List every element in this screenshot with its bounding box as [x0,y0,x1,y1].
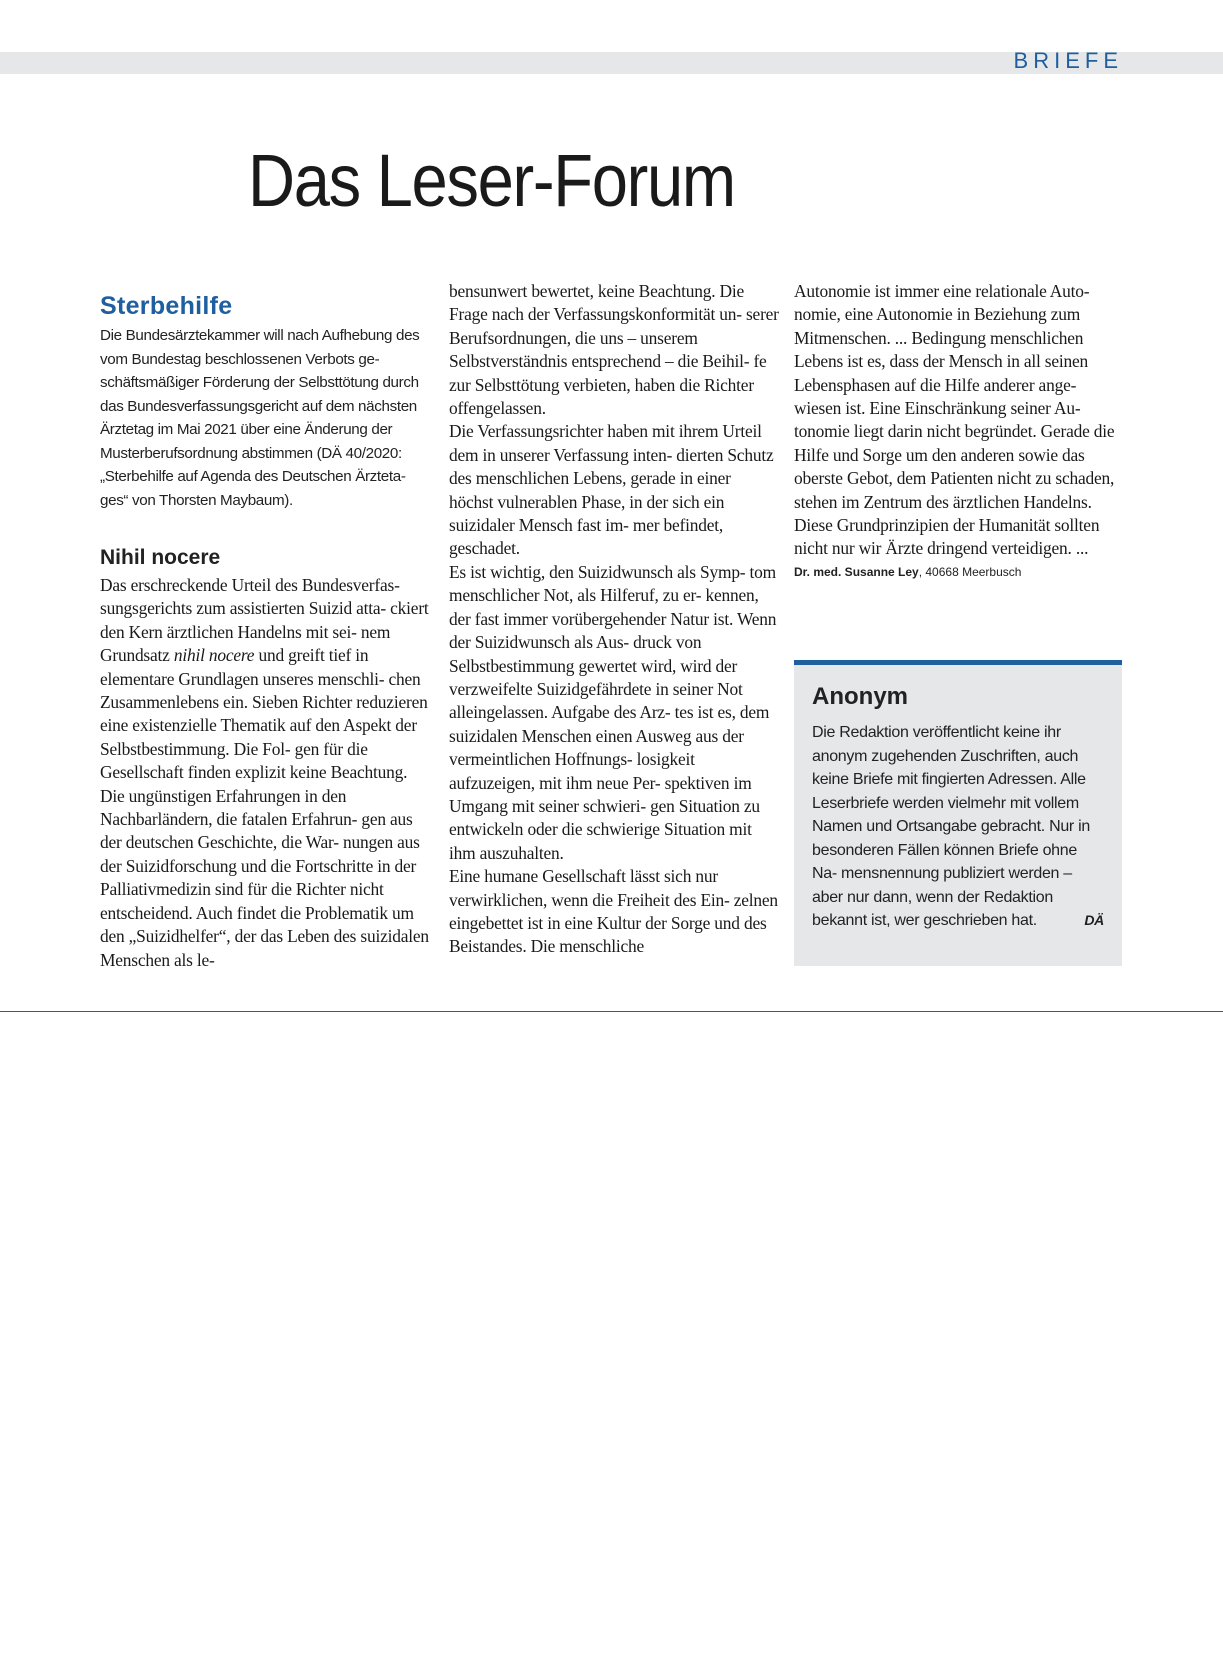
infobox-signature: DÄ [1084,912,1104,928]
letter-paragraph: Die Verfassungsrichter haben mit ihrem Urteil dem in unserer Verfassung inten- dierten Schutz des menschlichen Lebens, gerade in einer höchst vulnerablen Phase, in der sich ein suizidaler Mensch fast im- mer befindet, geschadet. [449,421,774,559]
column-2 [449,281,779,959]
letter-paragraph: bensunwert bewertet, keine Beachtung. Die Frage nach der Verfassungskonformität un- serer Berufsordnungen, die uns – unserem Selbstverständnis entsprechend – die Beihil- fe zur Selbsttötung verbieten, haben die Richter offengelassen. [449,281,779,419]
page-title: Das Leser-Forum [248,139,735,222]
topic-kicker: Sterbehilfe [100,292,233,320]
letter-text-italic: nihil nocere [173,645,255,666]
letter-paragraph: Eine humane Gesellschaft lässt sich nur verwirklichen, wenn die Freiheit des Ein- zelnen eingebettet ist in eine Kultur der Sorge und des Beistandes. Die menschliche [449,866,778,957]
column-3 [794,281,1124,579]
letter-paragraph: Es ist wichtig, den Suizidwunsch als Symp- tom menschlicher Not, als Hilferuf, zu er- kennen, der fast immer vorübergehender Natur ist. Wenn der Suizidwunsch als Aus- druck von Selbstbestimmung gewertet wird, wird der verzweifelte Suizidgefährdete in seiner Not alleingelassen. Aufgabe des Arz- tes ist es, dem suizidalen Menschen einen Ausweg aus der vermeintlichen Hoffnungs- losigkeit aufzuzeigen, mit ihm neue Per- spektiven im Umgang mit seiner schwieri- gen Situation zu entwickeln oder die schwierige Situation mit ihm auszuhalten. [449,561,777,863]
bottom-divider [0,1011,1223,1012]
letter-text: und greift tief in elementare Grundlagen unseres menschli- chen Zusammenlebens ein. Sieben Richter reduzieren eine existenzielle Thematik auf den Aspekt der Selbstbestimmung. Die Fol- gen für die Gesellschaft finden explizit keine Beachtung. Die ungünstigen Erfahrungen in den Nachbarländern, die fatalen Erfahrun- gen aus der deutschen Geschichte, die War- nungen aus der Suizidforschung und die Fortschritte in der Palliativmedizin sind für die Richter nicht entscheidend. Auch findet die Problematik um den „Suizidhelfer“, der das Leben des suizidalen Menschen als le- [100,645,429,970]
letter-signature [794,565,1124,579]
author-location: , 40668 Meerbusch [918,564,1022,579]
author-name: Dr. med. Susanne Ley [794,564,919,579]
letter-text: Das erschreckende Urteil des Bundesverfas- sungsgerichts zum assistierten Suizid atta- ckiert den Kern ärztlichen Handelns mit sei- nem Grundsatz [100,575,429,666]
letter-paragraph: Autonomie ist immer eine relationale Auto- nomie, eine Autonomie in Beziehung zum Mitmenschen. ... Bedingung menschlichen Lebens ist es, dass der Mensch in all seinen Lebensphasen auf die Hilfe anderer ange- wiesen ist. Eine Einschränkung seiner Au- tonomie liegt darin nicht begründet. Gerade die Hilfe und Sorge um den anderen sowie das oberste Gebot, dem Patienten nicht zu schaden, stehen im Zentrum des ärztlichen Handelns. Diese Grundprinzipien der Humanität sollten nicht nur wir Ärzte dringend verteidigen. ... [794,281,1115,559]
infobox-text [812,721,1104,933]
infobox-body: Die Redaktion veröffentlicht keine ihr anonym zugehenden Zuschriften, auch keine Briefe mit fingierten Adressen. Alle Leserbriefe werden vielmehr mit vollem Namen und Ortsangabe gebracht. Nur in besonderen Fällen können Briefe ohne Na- mensnennung publiziert werden – aber nur dann, wenn der Redaktion bekannt ist, wer geschrieben hat. [812,724,1090,929]
column-1 [100,286,430,972]
letter-paragraph [100,574,430,972]
topic-teaser: Die Bundesärztekammer will nach Aufhebung des vom Bundestag beschlossenen Verbots ge- schäftsmäßiger Förderung der Selbsttötung durch das Bundesverfassungsgericht auf dem nächsten Ärztetag im Mai 2021 über eine Änderung der Musterberufsordnung abstimmen (DÄ 40/2020: „Sterbehilfe auf Agenda des Deutschen Ärzteta- ges“ von Thorsten Maybaum). [100,327,420,509]
letter-headline: Nihil nocere [100,546,221,569]
section-label: BRIEFE [1013,48,1123,73]
infobox-title: Anonym [812,683,908,710]
anonym-infobox [794,660,1122,966]
